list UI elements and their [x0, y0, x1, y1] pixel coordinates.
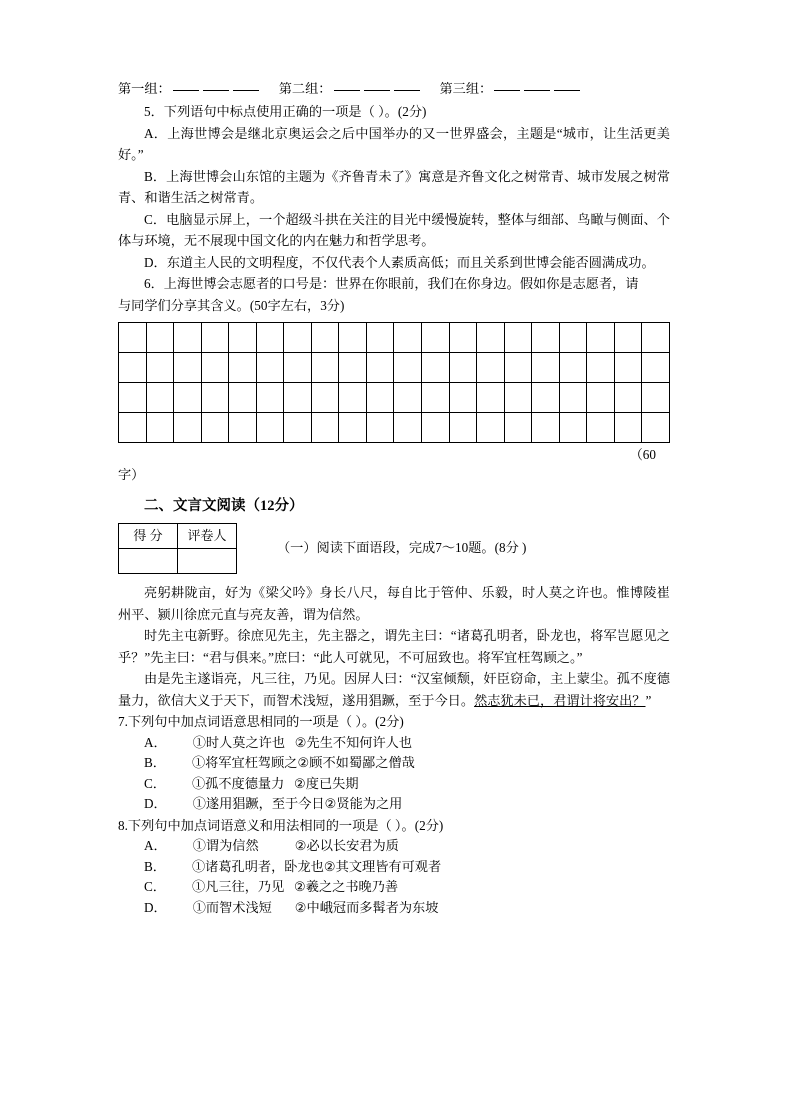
grid-cell[interactable]: [119, 413, 147, 443]
grid-cell[interactable]: [642, 323, 670, 353]
answer-grid[interactable]: [118, 322, 670, 443]
grid-cell[interactable]: [449, 323, 477, 353]
grid-cell[interactable]: [146, 323, 174, 353]
question-5-option-b[interactable]: B．上海世博会山东馆的主题为《齐鲁青未了》寓意是齐鲁文化之树常青、城市发展之树常青、和谐生活之树常青。: [118, 168, 670, 205]
grid-cell[interactable]: [311, 413, 339, 443]
group1-blank-3[interactable]: [233, 90, 259, 91]
grid-cell[interactable]: [284, 353, 312, 383]
grid-cell[interactable]: [532, 353, 560, 383]
question-5-option-a[interactable]: A．上海世博会是继北京奥运会之后中国举办的又一世界盛会，主题是“城市，让生活更美好。”: [118, 125, 670, 162]
grid-cell[interactable]: [174, 413, 202, 443]
grid-cell[interactable]: [229, 383, 257, 413]
grid-cell[interactable]: [587, 323, 615, 353]
opt-second: ②中峨冠而多髯者为东坡: [294, 899, 439, 915]
opt-first: ①将军宜枉驾顾之: [191, 755, 298, 770]
question-6-stem-line2: 与同学们分享其含义。(50字左右，3分): [118, 297, 345, 313]
grid-row[interactable]: [119, 353, 670, 383]
grid-cell[interactable]: [642, 353, 670, 383]
grid-cell[interactable]: [422, 383, 450, 413]
grid-cell[interactable]: [339, 353, 367, 383]
group1-label: 第一组：: [118, 81, 171, 96]
question-6-stem-line1: 6．上海世博会志愿者的口号是：世界在你眼前，我们在你身边。假如你是志愿者，请: [144, 276, 639, 291]
score-box[interactable]: [118, 523, 237, 574]
question-7-option-d[interactable]: [118, 794, 670, 815]
opt-label: A．: [144, 734, 167, 750]
group3-blank-3[interactable]: [554, 90, 580, 91]
grid-cell[interactable]: [146, 413, 174, 443]
grid-cell[interactable]: [559, 323, 587, 353]
grid-cell[interactable]: [477, 383, 505, 413]
grader-label-cell: 评卷人: [178, 524, 237, 549]
opt-label: B．: [144, 858, 166, 874]
opt-label: D．: [144, 899, 167, 915]
grid-cell[interactable]: [532, 413, 560, 443]
grid-cell[interactable]: [504, 353, 532, 383]
grid-cell[interactable]: [587, 413, 615, 443]
score-label-cell: 得 分: [119, 524, 178, 549]
opt-second: ②度已失期: [293, 775, 359, 791]
opt-label: C．: [144, 879, 166, 894]
question-8-option-a[interactable]: [118, 836, 670, 857]
opt-first: ①遂用猖蹶，至于今日: [192, 796, 325, 811]
opt-first: ①而智术浅短: [192, 899, 272, 915]
passage-paragraph-1: 亮躬耕陇亩，好为《梁父吟》身长八尺，每自比于管仲、乐毅，时人莫之许也。惟博陵崔州平、颍川徐庶元直与亮友善，谓为信然。: [118, 585, 670, 622]
opt-label: D．: [144, 796, 167, 811]
grid-cell[interactable]: [339, 383, 367, 413]
grid-cell[interactable]: [201, 383, 229, 413]
passage-paragraph-3-text: 由是先主遂诣亮，凡三往，乃见。因屏人曰：“汉室倾颓，奸臣窃命，主上蒙尘。孤不度德量力，欲信大义于天下，而智术浅短，遂用猖蹶，至于今日。然志犹未已，君谓计将安出？”: [118, 671, 670, 708]
question-5-option-d[interactable]: D．东道主人民的文明程度，不仅代表个人素质高低；而且关系到世博会能否圆满成功。: [144, 254, 655, 270]
grid-cell[interactable]: [174, 353, 202, 383]
grid-cell[interactable]: [339, 323, 367, 353]
grid-cell[interactable]: [229, 353, 257, 383]
opt-first: ①诸葛孔明者，卧龙也: [191, 858, 324, 874]
grid-cell[interactable]: [394, 353, 422, 383]
grid-cell[interactable]: [366, 323, 394, 353]
opt-second: ②贤能为之用: [324, 796, 403, 811]
grid-cell[interactable]: [229, 323, 257, 353]
passage-underlined-clause: 然志犹未已，君谓计将安出？: [474, 692, 646, 708]
grid-cell[interactable]: [146, 353, 174, 383]
grid-cell[interactable]: [366, 353, 394, 383]
grid-cell[interactable]: [146, 383, 174, 413]
grid-cell[interactable]: [201, 323, 229, 353]
group2-blank-1[interactable]: [334, 90, 360, 91]
opt-second: ②必以长安君为质: [294, 838, 399, 853]
opt-second: ②先生不知何许人也: [294, 734, 413, 750]
grid-cell[interactable]: [642, 383, 670, 413]
grid-cell[interactable]: [477, 353, 505, 383]
grid-cell[interactable]: [201, 353, 229, 383]
passage-paragraph-2: 时先主屯新野。徐庶见先主，先主器之，谓先主曰：“诸葛孔明者，卧龙也，将军岂愿见之乎？”先主曰：“君与俱来。”庶曰：“此人可就见，不可屈致也。将军宜枉驾顾之。”: [118, 628, 670, 665]
grid-cell[interactable]: [284, 413, 312, 443]
group1-blank-1[interactable]: [173, 90, 199, 91]
grid-cell[interactable]: [366, 413, 394, 443]
grid-cell[interactable]: [504, 323, 532, 353]
question-5-stem: 5．下列语句中标点使用正确的一项是（ ）。(2分): [144, 104, 427, 119]
grid-cell[interactable]: [449, 383, 477, 413]
grid-cell[interactable]: [422, 413, 450, 443]
passage-paragraph-3: [118, 668, 670, 711]
word-count-left: 字）: [118, 467, 145, 482]
grid-cell[interactable]: [614, 353, 642, 383]
grid-cell[interactable]: [256, 323, 284, 353]
question-8-option-c[interactable]: [118, 877, 670, 898]
opt-second: ②羲之之书晚乃善: [293, 879, 399, 894]
grid-cell[interactable]: [229, 413, 257, 443]
grid-cell[interactable]: [587, 383, 615, 413]
opt-label: C．: [144, 775, 166, 791]
group2-blank-2[interactable]: [364, 90, 390, 91]
opt-label: B．: [144, 755, 166, 770]
score-box-value-row[interactable]: [119, 549, 237, 574]
group3-blank-1[interactable]: [494, 90, 520, 91]
grid-cell[interactable]: [256, 383, 284, 413]
question-7-option-c[interactable]: [118, 774, 670, 795]
grid-cell[interactable]: [614, 383, 642, 413]
grid-cell[interactable]: [311, 353, 339, 383]
grid-cell[interactable]: [477, 323, 505, 353]
grid-cell[interactable]: [587, 353, 615, 383]
grid-cell[interactable]: [339, 413, 367, 443]
opt-second: ②顾不如蜀鄙之僧哉: [297, 755, 415, 770]
grid-cell[interactable]: [284, 323, 312, 353]
grid-cell[interactable]: [256, 413, 284, 443]
grid-cell[interactable]: [559, 353, 587, 383]
grid-cell[interactable]: [532, 383, 560, 413]
question-5-option-c[interactable]: C．电脑显示屏上，一个超级斗拱在关注的目光中缓慢旋转，整体与细部、鸟瞰与侧面、个体与环境，无不展现中国文化的内在魅力和哲学思考。: [118, 211, 670, 248]
answer-grid-wrap: [118, 322, 670, 443]
question-8-option-d[interactable]: [118, 898, 670, 919]
grid-cell[interactable]: [449, 413, 477, 443]
grid-cell[interactable]: [614, 413, 642, 443]
opt-first: ①凡三往，乃见: [191, 879, 285, 894]
grid-cell[interactable]: [174, 323, 202, 353]
word-count-right: （60: [629, 447, 656, 462]
grid-cell[interactable]: [504, 413, 532, 443]
question-7-option-a[interactable]: [118, 733, 670, 754]
grid-cell[interactable]: [559, 383, 587, 413]
score-value-cell[interactable]: [119, 549, 178, 574]
grid-row[interactable]: [119, 383, 670, 413]
grid-cell[interactable]: [422, 353, 450, 383]
grid-row[interactable]: [119, 413, 670, 443]
group2-label: 第二组：: [278, 81, 332, 96]
question-8-option-b[interactable]: [118, 857, 670, 878]
grid-cell[interactable]: [201, 413, 229, 443]
grid-cell[interactable]: [119, 323, 147, 353]
grid-cell[interactable]: [174, 383, 202, 413]
grid-row[interactable]: [119, 323, 670, 353]
grid-cell[interactable]: [504, 383, 532, 413]
group2-blank-3[interactable]: [394, 90, 420, 91]
grid-cell[interactable]: [284, 383, 312, 413]
score-box-header-row: [119, 524, 237, 549]
question-8-stem: 8.下列句中加点词语意义和用法相同的一项是（ ）。(2分): [118, 817, 444, 833]
grid-cell[interactable]: [311, 323, 339, 353]
grid-cell[interactable]: [477, 413, 505, 443]
grid-cell[interactable]: [449, 353, 477, 383]
groups-line: [118, 78, 670, 99]
grid-cell[interactable]: [311, 383, 339, 413]
grid-cell[interactable]: [394, 323, 422, 353]
opt-first: ①谓为信然: [192, 838, 259, 853]
grid-cell[interactable]: [119, 383, 147, 413]
question-7-stem: 7.下列句中加点词语意思相同的一项是（ ）。(2分): [118, 714, 404, 729]
grid-cell[interactable]: [394, 413, 422, 443]
grid-cell[interactable]: [614, 323, 642, 353]
grid-cell[interactable]: [366, 383, 394, 413]
grid-cell[interactable]: [394, 383, 422, 413]
section-2-title: 二、文言文阅读（12分）: [144, 498, 304, 514]
score-row: [118, 523, 670, 574]
opt-first: ①孤不度德量力: [191, 775, 285, 791]
group3-label: 第三组：: [439, 81, 493, 96]
reading-instruction: （一）阅读下面语段，完成7～10题。(8分 ): [277, 540, 527, 555]
opt-second: ②其文理皆有可观者: [323, 858, 442, 874]
question-7-option-b[interactable]: [118, 753, 670, 774]
grid-cell[interactable]: [119, 353, 147, 383]
grid-cell[interactable]: [256, 353, 284, 383]
group3-blank-2[interactable]: [524, 90, 550, 91]
grid-cell[interactable]: [532, 323, 560, 353]
grader-value-cell[interactable]: [178, 549, 237, 574]
grid-cell[interactable]: [642, 413, 670, 443]
grid-cell[interactable]: [559, 413, 587, 443]
group1-blank-2[interactable]: [203, 90, 229, 91]
grid-cell[interactable]: [422, 323, 450, 353]
opt-label: A．: [144, 838, 167, 853]
opt-first: ①时人莫之许也: [192, 734, 286, 750]
